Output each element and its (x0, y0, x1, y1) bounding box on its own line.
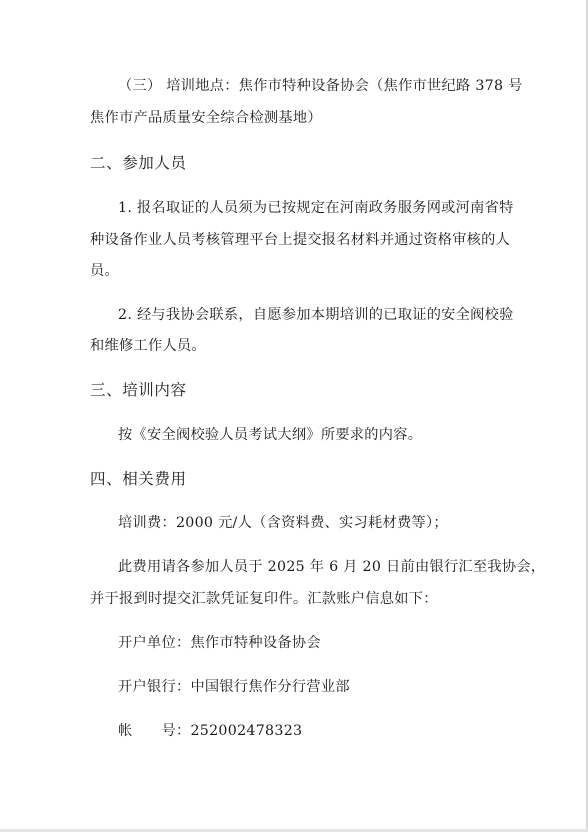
account-bank-line: 开户银行：中国银行焦作分行营业部 (118, 679, 350, 695)
heading-training-content: 三、培训内容 (90, 381, 187, 399)
account-unit-line: 开户单位：焦作市特种设备协会 (118, 635, 321, 651)
participants-item-1-line-3: 员。 (90, 263, 119, 279)
training-content-line: 按《安全阀校验人员考试大纲》所要求的内容。 (118, 427, 423, 443)
account-number-line: 帐 号：252002478323 (118, 723, 303, 739)
training-fee-line: 培训费：2000 元/人（含资料费、实习耗材费等）； (118, 515, 448, 531)
training-location-line: （三） 培训地点：焦作市特种设备协会（焦作市世纪路 378 号 (118, 78, 523, 94)
payment-instruction-line-1: 此费用请各参加人员于 2025 年 6 月 20 日前由银行汇至我协会， (118, 559, 546, 575)
participants-item-1-line-1: 1. 报名取证的人员须为已按规定在河南政务服务网或河南省特 (118, 200, 514, 216)
participants-item-2-line-2: 和维修工作人员。 (90, 338, 206, 354)
training-location-continuation: 焦作市产品质量安全综合检测基地） (90, 110, 322, 126)
participants-item-1-line-2: 种设备作业人员考核管理平台上提交报名材料并通过资格审核的人 (90, 232, 511, 248)
heading-participants: 二、参加人员 (90, 154, 187, 172)
participants-item-2-line-1: 2. 经与我协会联系，自愿参加本期培训的已取证的安全阀校验 (118, 307, 514, 323)
heading-fees: 四、相关费用 (90, 470, 187, 488)
payment-instruction-line-2: 并于报到时提交汇款凭证复印件。汇款账户信息如下： (90, 591, 438, 607)
